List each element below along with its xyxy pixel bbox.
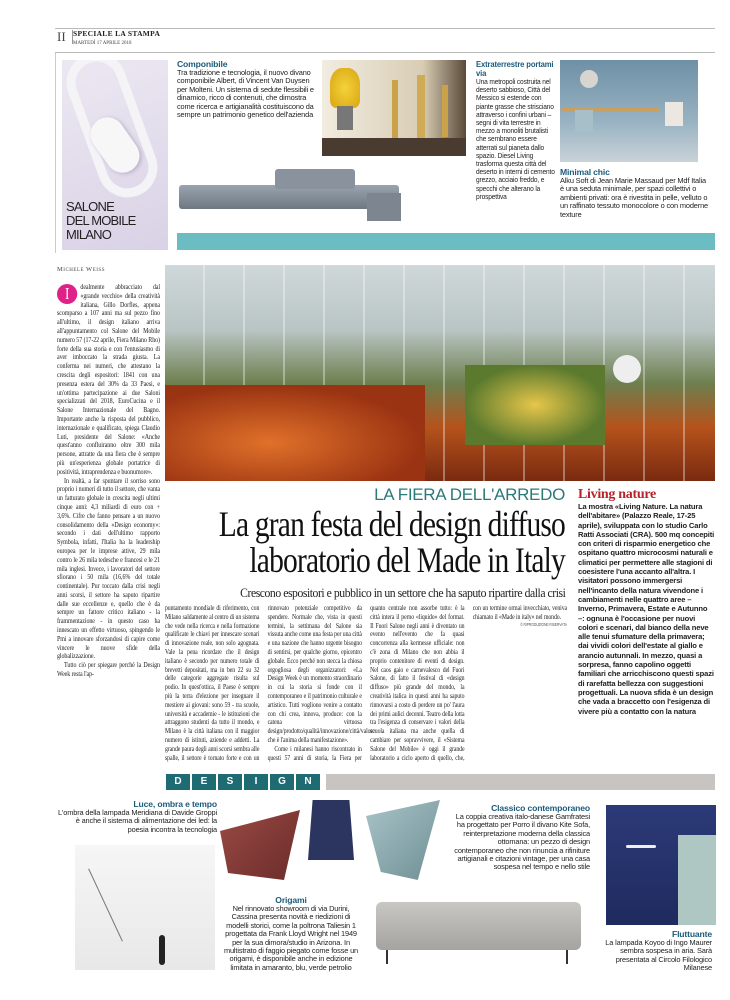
section-gray-bar xyxy=(326,774,715,790)
living-nature-greenhouse-image xyxy=(165,265,715,481)
taliesin-chairs-image xyxy=(220,800,440,892)
kicker: LA FIERA DELL'ARREDO xyxy=(374,485,565,504)
copyright: © RIPRODUZIONE RISERVATA xyxy=(520,621,567,627)
sidebar-living-nature: Living nature La mostra «Living Nature. La natura dell'abitare» (Palazzo Reale, 17-25 aprile), sviluppata con lo studio Carlo Ratti Associati (CRA). 500 mq concepiti con criteri di risparmio energetico che ospitano quattro microcosmi naturali e climatici per permettere alle stagioni di coesistere l'una accanto all'altra. I visitatori possono immergersi nell'incanto della natura vivendone i cambiamenti nelle quattro aree – Inverno, Primavera, Estate e Autunno –: ognuna è l'occasione per nuovi colori e scenari, dal bianco della neve alle tenui sfumature della primavera; dai vividi colori dell'estate al giallo e arancio autunnali. In mezzo, quasi a sorpresa, fanno capolino oggetti familiari che arricchiscono questi spazi di rarefatta bellezza con suggestioni progettuali. La nuova sfida è un design che vada a braccetto con l'esigenza di vivere più a contatto con la natura xyxy=(578,487,715,716)
design-section-label: D E S I G N xyxy=(166,774,320,790)
article-lead-column: I dealmente abbracciato dal «grande vecchio» della creatività italiana, Gillo Dorfles, appena scomparso a 107 anni ma sul pezzo fino all'ultimo, il design italiano arriva all'appuntamento col Salone del Mobile numero 57 (17-22 aprile, Fiera Milano Rho) forte della sua storia e con l'entusiasmo di aver imboccato la strada giusta. La conferma nei numeri, che attestano la crescita degli espositori: 1841 con una presenza estera del 30% da 33 Paesi, e un'ottima partecipazione ai due Saloni specializzati del 2018, EuroCucina e il Salone Internazionale del Bagno. Importante anche la risposta del pubblico, internazionale e qualificato, spiega Claudio Luti, presidente del Salone: «Anche quest'anno confluiranno oltre 300 mila persone, attratte da una fiera che è sempre più un'esperienza globale portatrice di positività, intraprendenza e buonumore». In realtà, a far spuntare il sorriso sono proprio i numeri di tutto il settore, che vanta un fatturato globale in crescita negli ultimi cinque anni: 4,3 miliardi di euro con + 3,6%. Cifre che fanno pensare a un nuovo consolidamento della «Design economy»: secondo i dati dell'ultimo rapporto Symbola, infatti, l'Italia ha la leadership europea per le imprese attive, 29 mila contro le 26 mila tedesche e francesi e le 21 mila inglesi. Invece, i lavoratori del settore sfiorano i 50 mila (16,6% del totale continentale). Pur toccato dalla crisi negli anni scorsi, il settore ha saputo ripartire dalle sue eccellenze e, quello che è da sempre un fattore critico italiano - la frammentazione - in questo caso ha innescato un effetto virtuoso, spingendo le Pmi a innovare sforzandosi di capire come vincere le nuove sfide della globalizzazione. Tutto ciò per spiegare perché la Design Week resta l'ap- xyxy=(57,283,160,679)
byline: Michele Weiss xyxy=(57,266,105,273)
subtitle: Crescono espositori e pubblico in un settore che ha saputo ripartire dalla crisi xyxy=(239,585,565,600)
caption-extraterrestre: Extraterrestre portami via Una metropoli costruita nel deserto sabbioso, Città del Messico si estende con piante grasse che strisciano attraverso i confini urbani – segni di vita terrestre in mezzo a monoliti brutalisti che sembrano essere atterrati sul pianeta dallo spazio. Diesel Living trasforma questa città del deserto in interni di cemento grezzo, acciaio freddo, e specchi che alterano la prospettiva xyxy=(476,59,555,201)
publication-name: SPECIALE LA STAMPA xyxy=(73,29,161,38)
modular-sofa-image xyxy=(177,163,401,225)
salone-image xyxy=(62,60,168,250)
meridiana-lamp-image xyxy=(75,845,215,970)
rocket-objects-image xyxy=(322,60,466,156)
headline: La gran festa del design diffuso laboratorio del Made in Italy xyxy=(218,504,565,580)
teal-bar xyxy=(177,233,715,250)
caption-fluttuante: Fluttuante La lampada Koyoo di Ingo Maurer sembra sospesa in aria. Sarà presentata al Circolo Filologico Milanese xyxy=(605,929,712,973)
minimal-chic-chairs-image xyxy=(560,60,698,162)
frame-line xyxy=(55,53,56,253)
article-body-columns: puntamento mondiale di riferimento, con Milano saldamente al centro di un sistema che vede nella ricerca e nella formazione qualificate le chiavi per innescare scenari di innovazione reale, non solo agognata. Vale la pena ricordare che il design italiano è secondo per numero totale di brevetti depositati, ma in ben 22 su 32 delle categorie aggregate risulta sul podio. In quest'ottica, il Paese è sempre più la terra d'elezione per insegnare il mestiere ai giovani: sono 59 - tra scuole, università e accademie - le istituzioni che attraggono studenti da tutto il mondo, e Milano è la città italiana con il maggior numero di istituti, aziende e addetti. La grande paura degli anni scorsi sembra alle spalle, il settore è tornato forte e con un rinnovato potenziale competitivo da spendere. Normale che, vista in questi termini, la settimana del Salone sia vissuta anche come una festa per una città e una nazione che hanno urgente bisogno di sentirsi, per qualche giorno, epicentro globale. Ecco perché non stecca la chiosa orgogliosa degli organizzatori: «La Design Week è un momento straordinario in cui la storia si fonde con il contemporaneo e il patrimonio culturale e artistico. Tutti vogliono venire a contatto con chi crea, innova, produce: con la catena virtuosa design/prodotto/qualità/innovazione/città/valore che è l'anima della manifestazione». Come i milanesi hanno riscontrato in questi 57 anni di storia, la Fiera per quanto centrale non assorbe tutto: è la città intera il perno «liquido» del format. Il Fuori Salone negli anni è diventato un evento nell'evento che fa quasi concorrenza alla kermesse ufficiale: non c'è zona di Milano che non abbia il proprio contenitore di eventi di design. Nel caos gaio e carnevalesco del Fuori Salone, di fatto il festival di «design diffuso» più grande del mondo, la creatività italica in questi anni ha saputo rinnovarsi a costo di perdere un po' l'aura dei primi aulici decenni. Teatro della lotta tra l'esigenza di conservare i valori della scuola italiana ma anche quella di cambiare per sopravvivere, il «Sistema Salone del Mobile» è oggi il grande laboratorio a ciclo aperto di quello, che, con un termine ormai invecchiato, veniva chiamato il «Made in italy» nel mondo. © RIPRODUZIONE RISERVATA xyxy=(165,604,567,762)
caption-classico: Classico contemporaneo La coppia creativa italo-danese Gamfratesi ha progettato per Porro il divano Kite Sofa, reinterpretazione moderna della classica ottomana: un pezzo di design contemporaneo che non rinuncia a rifiniture artigianali e citazioni vintage, per una casa sospesa nel tempo e nello stile xyxy=(454,803,590,872)
caption-componibile: Componibile Tra tradizione e tecnologia, il nuovo divano componibile Albert, di Vincent Van Duysen per Molteni. Un sistema di sedute flessibili e dinamico, ricco di contenuti, che dimostra come ricerca e artigianalità costituiscono da sempre un patrimonio genetico dell'azienda xyxy=(177,59,314,120)
header-rule-bottom xyxy=(55,52,715,53)
kite-sofa-image xyxy=(366,886,590,968)
page-number: II xyxy=(57,30,73,44)
caption-origami: Origami Nel rinnovato showroom di via Durini, Cassina presenta novità e riedizioni di modelli storici, come la poltrona Taliesin 1 progettata da Frank Lloyd Wright nel 1949 per la sua dimora/studio in Arizona. In multistrato di faggio piegato come fosse un origami, è disponibile anche in edizione limitata in amaranto, blu, verde petrolio xyxy=(223,895,359,972)
koyoo-lamp-image xyxy=(606,805,716,925)
salone-logo: SALONE DEL MOBILE MILANO xyxy=(66,199,136,242)
caption-minimal-chic: Minimal chic Alku Soft di Jean Marie Massaud per Mdf Italia è una seduta minimale, per spazi collettivi o ambienti privati: ora è rivestita in pelle, velluto o un raffinato tessuto monocolore o con moderne texture xyxy=(560,167,709,219)
issue-date: MARTEDÌ 17 APRILE 2018 xyxy=(73,41,132,46)
drop-cap: I xyxy=(57,284,77,304)
caption-luce: Luce, ombra e tempo L'ombra della lampada Meridiana di Davide Groppi è anche il sistema di alimentazione dei led: la poesia incontra la tecnologia xyxy=(58,799,217,834)
